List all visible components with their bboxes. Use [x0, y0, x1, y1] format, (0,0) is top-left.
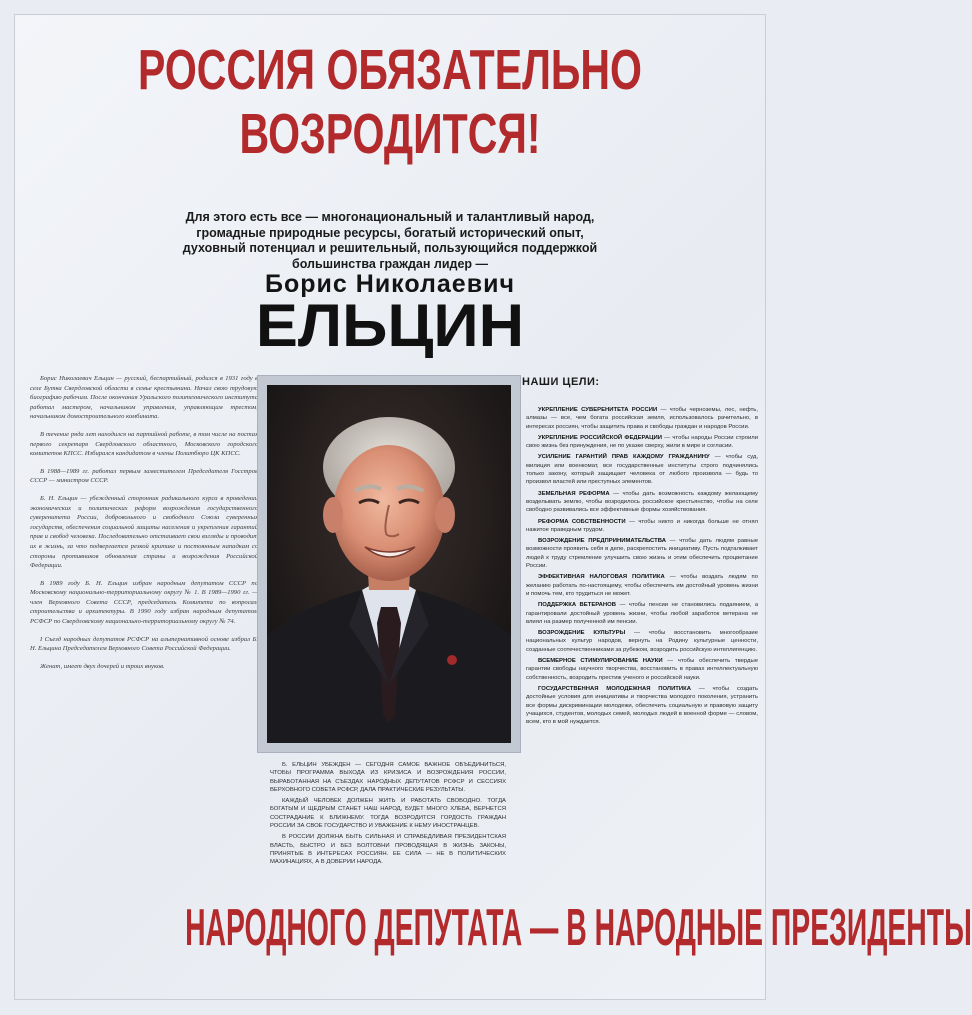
goal-item [526, 657, 758, 682]
goal-text: — чтобы дать людям равные возможности проявить себя в деле, раскрепостить инициативу. Пусть подталкивает людей к труду стремление улучшить свою жизнь и этим обеспечить процветание России. [526, 538, 758, 570]
conviction-paragraph: В РОССИИ ДОЛЖНА БЫТЬ СИЛЬНАЯ И СПРАВЕДЛИВАЯ ПРЕЗИДЕНТСКАЯ ВЛАСТЬ, БЫСТРО И БЕЗ БОЛТОВНИ ПРОВОДЯЩАЯ В ЖИЗНЬ ЗАКОНЫ, ПРИНЯТЫЕ В ИНТЕРЕСАХ РОССИЯН. ЕЕ СИЛА — НЕ В ПОЛИТИЧЕСКИХ МАХИНАЦИЯХ, А В ДОВЕРИИ НАРОДА. [270, 834, 506, 866]
footer-slogan: НАРОДНОГО ДЕПУТАТА — В НАРОДНЫЕ ПРЕЗИДЕНТЫ [185, 899, 972, 957]
goal-item [526, 434, 758, 451]
goals-list [526, 406, 758, 729]
conviction-paragraph: КАЖДЫЙ ЧЕЛОВЕК ДОЛЖЕН ЖИТЬ И РАБОТАТЬ СВОБОДНО. ТОГДА БОГАТЫМ И ЩЕДРЫМ СТАНЕТ НАШ НАРОД, БУДЕТ МНОГО ХЛЕБА, ВЕРНЕТСЯ СОСТРАДАНИЕ К БЛИЖНЕМУ. ТОГДА ВОЗРОДИТСЯ ГОРДОСТЬ ГРАЖДАН РОССИИ ЗА СВОЕ ГОСУДАРСТВО И УВАЖЕНИЕ К НЕМУ ИНОСТРАНЦЕВ. [270, 798, 506, 830]
portrait-illustration [267, 385, 511, 743]
goal-text: — чтобы дать возможность каждому желающему возделывать землю, чтобы возродилось российское крестьянство, чтобы на селе свободно развивались все эффективные формы хозяйствования. [526, 490, 758, 514]
goal-heading: ЭФФЕКТИВНАЯ НАЛОГОВАЯ ПОЛИТИКА [538, 574, 665, 581]
intro-paragraph: Для этого есть все — многонациональный и талантливый народ, громадные природные ресурсы, богатый исторический опыт, духовный потенциал и решительный, пользующийся поддержкой большинства граждан лидер — [182, 210, 598, 271]
goal-item [526, 453, 758, 486]
goal-item [526, 573, 758, 598]
goal-heading: УКРЕПЛЕНИЕ СУВЕРЕНИТЕТА РОССИИ [538, 407, 658, 413]
goal-text: — чтобы обеспечить твердые гарантии свободы научного творчества, восстановить в правах интеллектуальную собственность, возродить престиж ученого и российской науки. [526, 658, 758, 681]
goal-heading: ПОДДЕРЖКА ВЕТЕРАНОВ [538, 602, 617, 609]
goal-text: — чтобы никто и никогда больше не отнял нажитое праведным трудом. [526, 518, 758, 533]
goal-heading: ВСЕМЕРНОЕ СТИМУЛИРОВАНИЕ НАУКИ [538, 658, 663, 665]
bio-paragraph: В течение ряда лет находился на партийной работе, в том числе на постах первого секретаря Свердловского областного, Московского городского комитетов КПСС. Избирался кандидатом в члены Политбюро ЦК КПСС. [30, 430, 258, 458]
goal-text: — чтобы восстановить многообразие национальных культур народов, вернуть на Родину культурные ценности, созданные соотечественниками за рубежом, возродить российскую интеллигенцию. [526, 630, 758, 653]
goal-item [526, 685, 758, 726]
bio-paragraph: I Съезд народных депутатов РСФСР на альтернативной основе избрал Б. Н. Ельцина Председателем Верховного Совета Российской Федерации. [30, 635, 258, 653]
goals-title: НАШИ ЦЕЛИ: [522, 376, 600, 388]
goal-text: — чтобы народы России строили свою жизнь без принуждения, не по указке сверху, жили в мире и согласии. [526, 434, 758, 450]
campaign-poster [14, 14, 972, 1000]
conviction-paragraph: Б. ЕЛЬЦИН УБЕЖДЕН — СЕГОДНЯ САМОЕ ВАЖНОЕ ОБЪЕДИНИТЬСЯ, ЧТОБЫ ПРОГРАММА ВЫХОДА ИЗ КРИЗИСА И ВОЗРОЖДЕНИЯ РОССИИ, ВЫРАБОТАННАЯ НА СЪЕЗДАХ НАРОДНЫХ ДЕПУТАТОВ РСФСР И СЕССИЯХ ВЕРХОВНОГО СОВЕТА РСФСР, ДАЛА ПРАКТИЧЕСКИЕ РЕЗУЛЬТАТЫ. [270, 762, 506, 793]
biography-column [30, 374, 258, 679]
bio-paragraph: Б. Н. Ельцин — убежденный сторонник радикального курса в проведении экономических и политических реформ возрождения государственного суверенитета России, добровольного и свободного Союза суверенных государств, обеспечения социальной защиты населения и укрепления гарантий прав и свобод человека. Последовательно отстаивает свои взгляды и проводит их в жизнь, за что подвергается резкой критике и постоянным нападкам со стороны противников обновления страны и возрождения Российской Федерации. [30, 494, 258, 570]
candidate-first-names: Борис Николаевич [265, 270, 515, 298]
goal-text: — чтобы черноземы, лес, нефть, алмазы — все, чем богата российская земля, использовалось рачительно, в интересах россиян, чтобы защитить права и свободы граждан и народов России. [526, 407, 758, 430]
goal-heading: УСИЛЕНИЕ ГАРАНТИЙ ПРАВ КАЖДОМУ ГРАЖДАНИНУ [538, 454, 710, 461]
portrait-frame [258, 376, 520, 752]
goal-item [526, 518, 758, 535]
headline-line-2: ВОЗРОДИТСЯ! [239, 102, 541, 166]
goal-heading: ЗЕМЕЛЬНАЯ РЕФОРМА [538, 490, 610, 497]
goal-item [526, 537, 758, 570]
portrait-photo [267, 385, 511, 743]
goal-text: — чтобы воздать людям по желанию работать по-настоящему, чтобы обеспечить им достойный уровень жизни и помочь тем, кто трудиться не может. [526, 574, 758, 597]
goal-heading: ВОЗРОЖДЕНИЕ КУЛЬТУРЫ [538, 630, 626, 637]
bio-paragraph: В 1989 году Б. Н. Ельцин избран народным депутатом СССР по Московскому национально-территориальному округу № 1. В 1989—1990 гг. — член Верховного Совета СССР, председатель Комитета по вопросам строительства и архитектуры. В 1990 году избран народным депутатом РСФСР по Свердловскому национально-территориальному округу № 74. [30, 579, 258, 626]
goal-item [526, 629, 758, 654]
conviction-block [270, 761, 506, 870]
bio-paragraph: В 1988—1989 гг. работал первым заместителем Председателя Госстроя СССР — министром СССР. [30, 467, 258, 485]
goal-heading: ВОЗРОЖДЕНИЕ ПРЕДПРИНИМАТЕЛЬСТВА [538, 538, 666, 545]
goal-heading: РЕФОРМА СОБСТВЕННОСТИ [538, 518, 626, 525]
bio-paragraph: Женат, имеет двух дочерей и троих внуков. [40, 662, 165, 670]
headline-line-1: РОССИЯ ОБЯЗАТЕЛЬНО [138, 38, 642, 102]
goal-text: — чтобы создать достойные условия для инициативы и творчества молодого поколения, устранить все формы дискриминации молодежи, обеспечить социальную и правовую защиту учащихся, студентов, молодых семей, молодых людей в военной форме — словом, всем, кто в мой нуждается. [526, 685, 758, 726]
goal-heading: ГОСУДАРСТВЕННАЯ МОЛОДЕЖНАЯ ПОЛИТИКА [538, 685, 691, 692]
goal-item [526, 490, 758, 515]
goal-text: — чтобы суд, милиция или военкомат, все государственные институты строго подчинялись только закону, который защищает человека от любого произвола — будь то произвол властей или преступных элементов. [526, 454, 758, 486]
goal-item [526, 406, 758, 431]
candidate-surname: ЕЛЬЦИН [255, 292, 525, 359]
goal-heading: УКРЕПЛЕНИЕ РОССИЙСКОЙ ФЕДЕРАЦИИ [538, 434, 662, 441]
bio-paragraph: Борис Николаевич Ельцин — русский, беспартийный, родился в 1931 году в селе Бутка Свердловской области в семье крестьянина. Начал свою трудовую биографию рабочим. После окончания Уральского политехнического института работал мастером, начальником управления, управляющим трестом, начальником домостроительного комбината. [30, 375, 258, 421]
goal-text: — чтобы пенсии не становились подаянием, а гарантировали достойный уровень жизни, чтобы любой заработок ветерана не влиял на размер полученной им пенсии. [526, 602, 759, 625]
goal-item [526, 601, 758, 626]
